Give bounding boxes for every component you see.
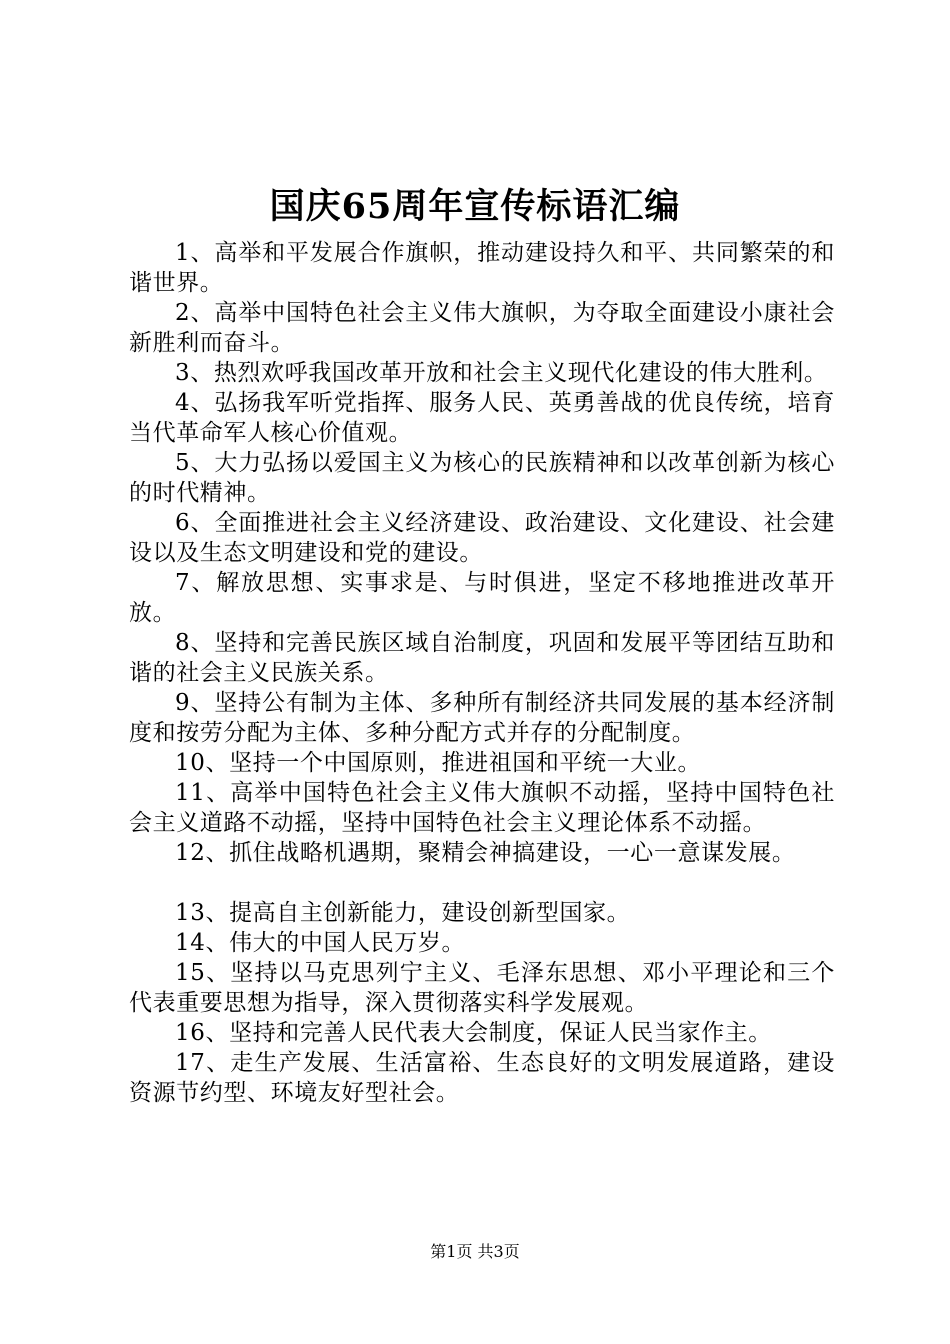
slogan-item: 16、坚持和完善人民代表大会制度，保证人民当家作主。: [175, 1020, 772, 1046]
slogan-item: 11、高举中国特色社会主义伟大旗帜不动摇，坚持中国特色社会主义道路不动摇，坚持中国特色社会主义理论体系不动摇。: [129, 780, 835, 836]
slogan-item: 10、坚持一个中国原则，推进祖国和平统一大业。: [175, 750, 702, 776]
slogan-item: 13、提高自主创新能力，建设创新型国家。: [175, 900, 631, 926]
slogan-item: 17、走生产发展、生活富裕、生态良好的文明发展道路，建设资源节约型、环境友好型社会。: [129, 1050, 835, 1106]
slogan-item: 6、全面推进社会主义经济建设、政治建设、文化建设、社会建设以及生态文明建设和党的建设。: [129, 510, 835, 566]
slogan-item: 5、大力弘扬以爱国主义为核心的民族精神和以改革创新为核心的时代精神。: [129, 450, 835, 506]
slogan-item: 9、坚持公有制为主体、多种所有制经济共同发展的基本经济制度和按劳分配为主体、多种分配方式并存的分配制度。: [129, 690, 835, 746]
slogan-item: 3、热烈欢呼我国改革开放和社会主义现代化建设的伟大胜利。: [175, 360, 828, 386]
slogan-item: 2、高举中国特色社会主义伟大旗帜，为夺取全面建设小康社会新胜利而奋斗。: [129, 300, 835, 356]
page-number: 第1页 共3页: [430, 1242, 520, 1261]
document-title: 国庆65周年宣传标语汇编: [269, 186, 681, 227]
slogan-item: 1、高举和平发展合作旗帜，推动建设持久和平、共同繁荣的和谐世界。: [129, 240, 835, 296]
slogan-item: 12、抓住战略机遇期，聚精会神搞建设，一心一意谋发展。: [175, 840, 796, 866]
slogan-item: 14、伟大的中国人民万岁。: [175, 930, 466, 956]
slogan-list: [129, 238, 835, 1108]
slogan-item: 15、坚持以马克思列宁主义、毛泽东思想、邓小平理论和三个代表重要思想为指导，深入贯彻落实科学发展观。: [129, 960, 835, 1016]
slogan-item: 8、坚持和完善民族区域自治制度，巩固和发展平等团结互助和谐的社会主义民族关系。: [129, 630, 835, 686]
slogan-item: 4、弘扬我军听党指挥、服务人民、英勇善战的优良传统，培育当代革命军人核心价值观。: [129, 390, 835, 446]
slogan-item: 7、解放思想、实事求是、与时俱进，坚定不移地推进改革开放。: [129, 570, 835, 626]
